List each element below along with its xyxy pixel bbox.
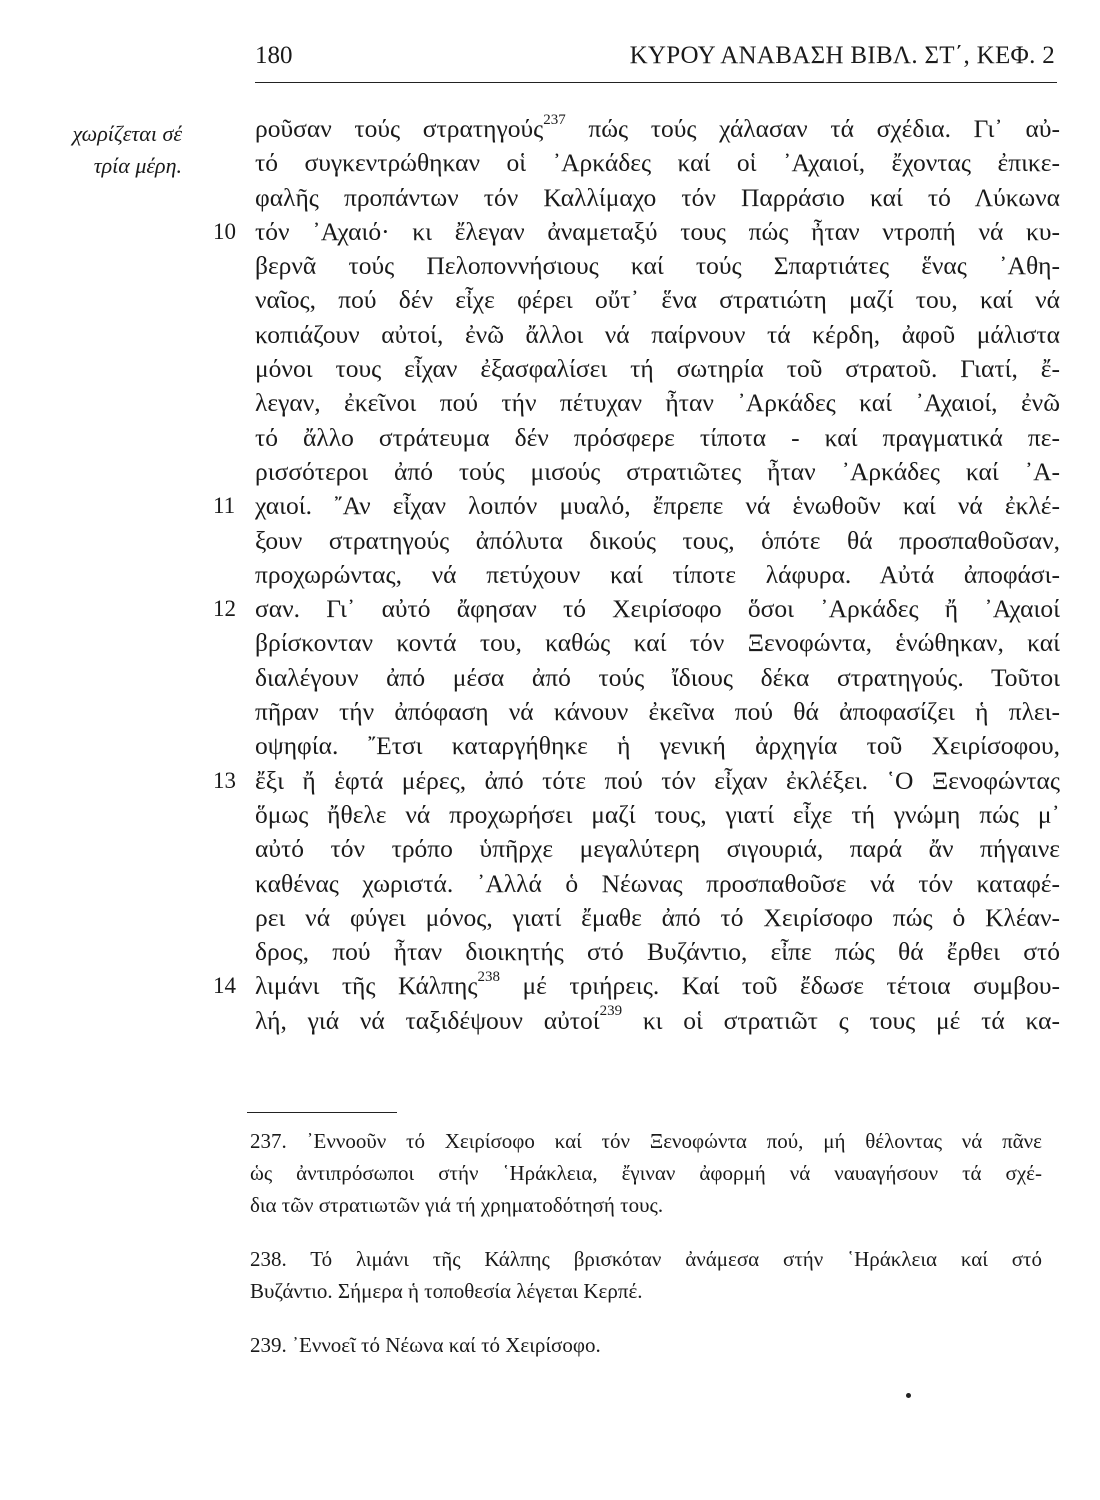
footnote-line: 237. ᾽Εννοοῦν τό Χειρίσοφο καί τόν Ξενοφώντα πού, μή θέλοντας νά πᾶνε [250, 1129, 1042, 1153]
text-line: 14 λιμάνι τῆς Κάλπης$^{238}$ μέ τριήρεις. Καί τοῦ ἔδωσε τέτοια συμβου- [255, 969, 1060, 1003]
text-line: τό ἄλλο στράτευμα δέν πρόσφερε τίποτα - καί πραγματικά πε- [255, 422, 1060, 452]
text-line: δρος, πού ἦταν διοικητής στό Βυζάντιο, εἶπε πώς θά ἔρθει στό [255, 937, 1060, 967]
footnote-line: 239. ᾽Εννοεῖ τό Νέωνα καί τό Χειρίσοφο. [250, 1333, 601, 1357]
text-line: 11 χαιοί. ῎Αν εἶχαν λοιπόν μυαλό, ἔπρεπε νά ἑνωθοῦν καί νά ἐκλέ- [255, 489, 1060, 523]
footnote-line: ὡς ἀντιπρόσωποι στήν ῾Ηράκλεια, ἔγιναν ἀφορμή νά ναυαγήσουν τά σχέ- [250, 1161, 1042, 1185]
text-line: λεγαν, ἐκεῖνοι πού τήν πέτυχαν ἦταν ᾽Αρκάδες καί ᾽Αχαιοί, ἐνῶ [255, 388, 1060, 418]
text-line: ναῖος, πού δέν εἶχε φέρει οὔτ᾽ ἕνα στρατιώτη μαζί του, καί νά [255, 285, 1060, 315]
text-line: κοπιάζουν αὐτοί, ἐνῶ ἄλλοι νά παίρνουν τά κέρδη, ἀφοῦ μάλιστα [255, 319, 1060, 349]
text-line: ὅμως ἤθελε νά προχωρήσει μαζί τους, γιατί εἶχε τή γνώμη πώς μ᾽ [255, 799, 1060, 829]
text-line: οψηφία. ῎Ετσι καταργήθηκε ἡ γενική ἀρχηγία τοῦ Χειρίσοφου, [255, 731, 1060, 761]
text-line: 13 ἔξι ἤ ἑφτά μέρες, ἀπό τότε πού τόν εἶχαν ἐκλέξει. ῾Ο Ξενοφώντας [255, 764, 1060, 798]
text-line: βερνᾶ τούς Πελοποννήσιους καί τούς Σπαρτιάτες ἕνας ᾽Αθη- [255, 251, 1060, 281]
text-line: τό συγκεντρώθηκαν οἱ ᾽Αρκάδες καί οἱ ᾽Αχαιοί, ἔχοντας ἐπικε- [255, 148, 1060, 178]
text-line: ξουν στρατηγούς ἀπόλυτα δικούς τους, ὁπότε θά προσπαθοῦσαν, [255, 525, 1060, 555]
text-line: φαλῆς προπάντων τόν Καλλίμαχο τόν Παρράσιο καί τό Λύκωνα [255, 182, 1060, 212]
section-number: 10 [213, 218, 236, 244]
footnote-ref: 239 [599, 1003, 623, 1020]
margin-note [72, 118, 182, 182]
section-number: 13 [213, 767, 236, 793]
footnotes [250, 1125, 1042, 1383]
text-line: ρει νά φύγει μόνος, γιατί ἔμαθε ἀπό τό Χειρίσοφο πώς ὁ Κλέαν- [255, 902, 1060, 932]
footnote-divider [247, 1112, 397, 1113]
footnote-line: δια τῶν στρατιωτῶν γιά τή χρηματοδότησή τους. [250, 1193, 664, 1217]
ink-speck [906, 1393, 911, 1398]
text-line: ρισσότεροι ἀπό τούς μισούς στρατιῶτες ἦταν ᾽Αρκάδες καί ᾽Α- [255, 456, 1060, 486]
running-head: ΚΥΡΟΥ ΑΝΑΒΑΣΗ ΒΙΒΛ. ΣΤ΄, ΚΕΦ. 2 [629, 42, 1055, 69]
main-text [213, 111, 1060, 1038]
text-line: πῆραν τήν ἀπόφαση νά κάνουν ἐκεῖνα πού θά ἀποφασίζει ἡ πλει- [255, 697, 1060, 727]
text-line: μόνοι τους εἶχαν ἐξασφαλίσει τή σωτηρία τοῦ στρατοῦ. Γιατί, ἔ- [255, 354, 1060, 384]
margin-note-line: χωρίζεται σέ [72, 121, 182, 146]
section-number: 12 [213, 596, 236, 622]
footnote-239 [250, 1329, 1042, 1361]
page-number: 180 [255, 42, 293, 69]
footnote-ref: 237 [543, 111, 566, 128]
section-number: 14 [213, 973, 236, 999]
page-header [255, 42, 1057, 83]
footnote-ref: 238 [477, 968, 500, 985]
text-line: 12 σαν. Γι᾽ αὐτό ἄφησαν τό Χειρίσοφο ὅσοι ᾽Αρκάδες ἤ ᾽Αχαιοί [255, 592, 1060, 626]
footnote-line: Βυζάντιο. Σήμερα ἡ τοποθεσία λέγεται Κερπέ. [250, 1279, 643, 1303]
text-line: λή, γιά νά ταξιδέψουν αὐτοί$^{239}$ κι οἱ στρατιῶτ ς τους μέ τά κα- [255, 1003, 1060, 1035]
section-number: 11 [213, 493, 236, 519]
text-line: προχωρώντας, νά πετύχουν καί τίποτε λάφυρα. Αὐτά ἀποφάσι- [255, 559, 1060, 589]
footnote-238 [250, 1243, 1042, 1307]
text-line: 10 τόν ᾽Αχαιό· κι ἔλεγαν ἀναμεταξύ τους πώς ἦταν ντροπή νά κυ- [255, 215, 1060, 249]
footnote-237 [250, 1125, 1042, 1221]
text-line: αὐτό τόν τρόπο ὑπῆρχε μεγαλύτερη σιγουριά, παρά ἄν πήγαινε [255, 834, 1060, 864]
text-line: βρίσκονταν κοντά του, καθώς καί τόν Ξενοφώντα, ἑνώθηκαν, καί [255, 628, 1060, 658]
text-line: ροῦσαν τούς στρατηγούς$^{237}$ πώς τούς χάλασαν τά σχέδια. Γι᾽ αὐ- [255, 111, 1060, 143]
text-line: καθένας χωριστά. ᾽Αλλά ὁ Νέωνας προσπαθοῦσε νά τόν καταφέ- [255, 868, 1060, 898]
margin-note-line: τρία μέρη. [93, 153, 182, 178]
text-line: διαλέγουν ἀπό μέσα ἀπό τούς ἴδιους δέκα στρατηγούς. Τοῦτοι [255, 662, 1060, 692]
footnote-line: 238. Τό λιμάνι τῆς Κάλπης βρισκόταν ἀνάμεσα στήν ῾Ηράκλεια καί στό [250, 1247, 1042, 1271]
